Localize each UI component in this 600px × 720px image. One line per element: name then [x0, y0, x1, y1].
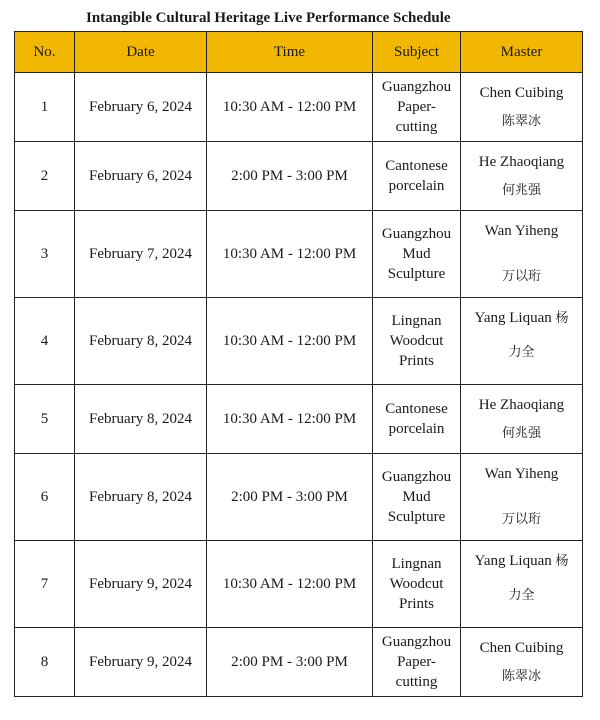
- cell-no: 4: [15, 298, 75, 385]
- master-name-en: Chen Cuibing: [479, 84, 564, 101]
- cell-subject: Lingnan Woodcut Prints: [373, 298, 461, 385]
- master-name-en: Chen Cuibing: [479, 639, 564, 656]
- page-title: Intangible Cultural Heritage Live Performance Schedule: [86, 10, 451, 26]
- cell-time: 2:00 PM - 3:00 PM: [207, 142, 373, 211]
- table-row: [15, 628, 583, 697]
- cell-no: 8: [15, 628, 75, 697]
- master-name-en: He Zhaoqiang: [478, 153, 565, 170]
- master-name-zh: 陈翠冰: [501, 668, 541, 684]
- master-name-zh-surname: 杨: [555, 554, 569, 569]
- cell-subject: Cantonese porcelain: [373, 385, 461, 454]
- table-row: [15, 73, 583, 142]
- master-name-zh-given: 力全: [508, 345, 535, 360]
- schedule-table: [14, 31, 583, 697]
- cell-date: February 8, 2024: [75, 454, 207, 541]
- cell-no: 3: [15, 211, 75, 298]
- master-name-zh: 万以珩: [501, 512, 541, 527]
- cell-master: [461, 142, 583, 211]
- cell-master: [461, 385, 583, 454]
- cell-no: 5: [15, 385, 75, 454]
- cell-subject: Guangzhou Mud Sculpture: [373, 454, 461, 541]
- cell-no: 7: [15, 541, 75, 628]
- cell-master: [461, 73, 583, 142]
- cell-no: 6: [15, 454, 75, 541]
- header-subject: Subject: [373, 32, 461, 73]
- table-row: [15, 454, 583, 541]
- table-row: [15, 541, 583, 628]
- master-name-en: He Zhaoqiang: [478, 396, 565, 413]
- cell-master: [461, 211, 583, 298]
- cell-time: 10:30 AM - 12:00 PM: [207, 541, 373, 628]
- cell-date: February 6, 2024: [75, 73, 207, 142]
- master-name-en: Wan Yiheng: [484, 466, 559, 482]
- cell-subject: Guangzhou Paper-cutting: [373, 73, 461, 142]
- cell-master: [461, 454, 583, 541]
- cell-subject: Cantonese porcelain: [373, 142, 461, 211]
- cell-date: February 9, 2024: [75, 628, 207, 697]
- cell-date: February 8, 2024: [75, 385, 207, 454]
- cell-date: February 7, 2024: [75, 211, 207, 298]
- table-row: [15, 298, 583, 385]
- header-time: Time: [207, 32, 373, 73]
- master-name-zh-given: 力全: [508, 588, 535, 603]
- table-row: [15, 211, 583, 298]
- master-name-zh: 陈翠冰: [501, 113, 541, 129]
- cell-date: February 8, 2024: [75, 298, 207, 385]
- cell-no: 2: [15, 142, 75, 211]
- master-name-en: Yang Liquan: [474, 310, 552, 326]
- cell-date: February 9, 2024: [75, 541, 207, 628]
- table-row: [15, 142, 583, 211]
- master-name-zh: 何兆强: [501, 182, 541, 198]
- header-master: Master: [461, 32, 583, 73]
- cell-time: 2:00 PM - 3:00 PM: [207, 628, 373, 697]
- cell-time: 10:30 AM - 12:00 PM: [207, 298, 373, 385]
- cell-master: [461, 541, 583, 628]
- master-name-zh: 万以珩: [501, 269, 541, 284]
- master-name-zh-surname: 杨: [555, 311, 569, 326]
- cell-time: 2:00 PM - 3:00 PM: [207, 454, 373, 541]
- header-row: [15, 32, 583, 73]
- cell-time: 10:30 AM - 12:00 PM: [207, 211, 373, 298]
- header-date: Date: [75, 32, 207, 73]
- master-name-en: Yang Liquan: [474, 553, 552, 569]
- cell-no: 1: [15, 73, 75, 142]
- header-no: No.: [15, 32, 75, 73]
- cell-date: February 6, 2024: [75, 142, 207, 211]
- cell-subject: Guangzhou Paper-cutting: [373, 628, 461, 697]
- cell-master: [461, 298, 583, 385]
- cell-subject: Guangzhou Mud Sculpture: [373, 211, 461, 298]
- master-name-zh: 何兆强: [501, 425, 541, 441]
- master-name-en: Wan Yiheng: [484, 223, 559, 239]
- cell-time: 10:30 AM - 12:00 PM: [207, 73, 373, 142]
- cell-master: [461, 628, 583, 697]
- cell-subject: Lingnan Woodcut Prints: [373, 541, 461, 628]
- table-row: [15, 385, 583, 454]
- cell-time: 10:30 AM - 12:00 PM: [207, 385, 373, 454]
